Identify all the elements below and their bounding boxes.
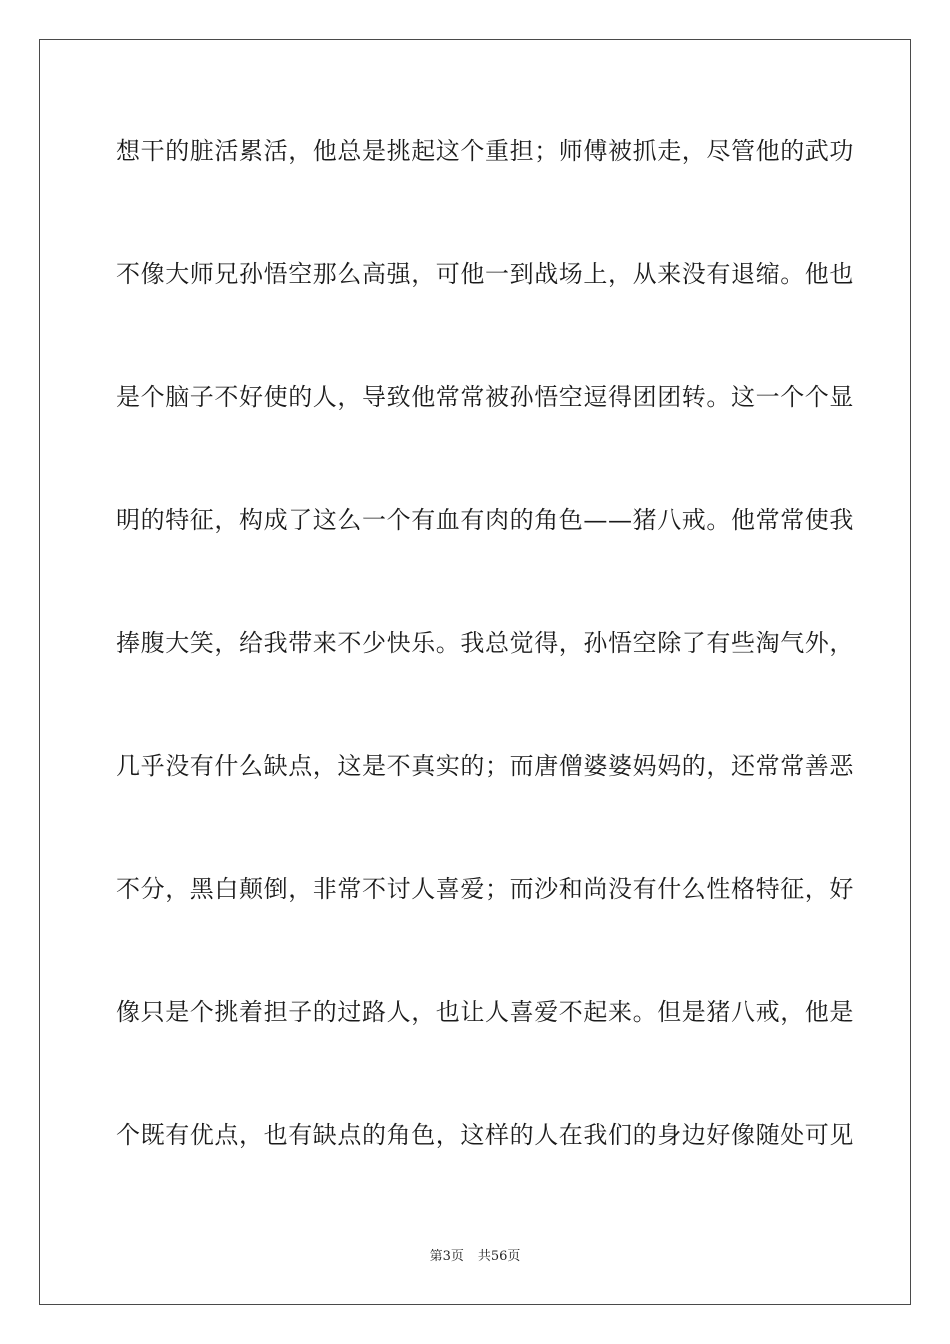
text-line: 像只是个挑着担子的过路人，也让人喜爱不起来。但是猪八戒，他是 [116,998,854,1026]
text-line: 不分，黑白颠倒，非常不讨人喜爱；而沙和尚没有什么性格特征，好 [116,875,854,903]
page-total: 共56页 [477,1249,521,1264]
text-line: 捧腹大笑，给我带来不少快乐。我总觉得，孙悟空除了有些淘气外， [116,629,854,657]
page-number: 第3页 [429,1249,464,1264]
page-footer [0,1249,950,1265]
text-line: 是个脑子不好使的人，导致他常常被孙悟空逗得团团转。这一个个显 [116,383,854,411]
text-line: 几乎没有什么缺点，这是不真实的；而唐僧婆婆妈妈的，还常常善恶 [116,752,854,780]
text-line: 不像大师兄孙悟空那么高强，可他一到战场上，从来没有退缩。他也 [116,260,854,288]
text-line: 个既有优点，也有缺点的角色，这样的人在我们的身边好像随处可见 [116,1121,854,1149]
text-line: 想干的脏活累活，他总是挑起这个重担；师傅被抓走，尽管他的武功 [116,137,854,165]
text-line: 明的特征，构成了这么一个有血有肉的角色——猪八戒。他常常使我 [116,506,854,534]
page-border [39,39,911,1305]
